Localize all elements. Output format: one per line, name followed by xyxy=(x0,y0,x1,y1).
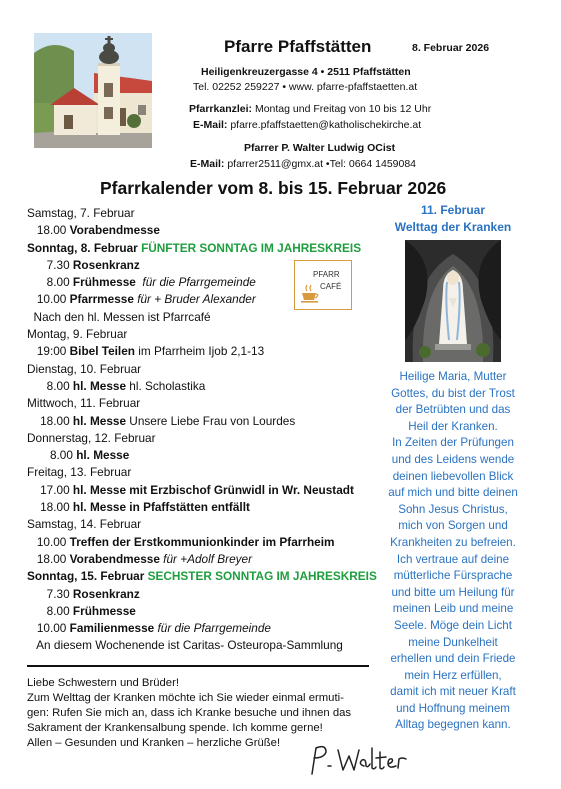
prayer-line: Heilige Maria, Mutter xyxy=(399,370,507,383)
cafe-logo-line1: PFARR xyxy=(313,270,340,279)
office-hours: Montag und Freitag von 10 bis 12 Uhr xyxy=(252,103,432,115)
prayer-line: der Betrübten und das xyxy=(395,403,511,417)
coffee-cup-icon xyxy=(299,283,321,305)
prayer-text xyxy=(378,369,528,734)
calendar-entry: 7.30 Rosenkranz xyxy=(27,257,140,272)
lourdes-madonna-image xyxy=(405,240,501,362)
calendar-day: Sonntag, 15. Februar SECHSTER SONNTAG IM JAHRESKREIS xyxy=(27,569,377,584)
sidebar-date: 11. Februar xyxy=(420,203,486,217)
calendar-entry: 8.00 hl. Messe xyxy=(27,448,130,463)
liturgical-day: SECHSTER SONNTAG IM JAHRESKREIS xyxy=(147,569,377,584)
prayer-line: auf mich und bitte deinen xyxy=(388,486,518,500)
calendar-entry: 19:00 Bibel Teilen im Pfarrheim Ijob 2,1-13 xyxy=(27,344,265,359)
prayer-line: erhellen und dein Friede xyxy=(390,652,516,666)
section-divider xyxy=(27,665,369,667)
church-illustration xyxy=(34,33,152,148)
calendar-day: Mittwoch, 11. Februar xyxy=(27,396,141,411)
calendar-day: Dienstag, 10. Februar xyxy=(27,361,142,376)
parish-contact: Tel. 02252 259227 • www. pfarre-pfaffstaetten.at xyxy=(193,81,418,93)
prayer-line: mütterliche Fürsprache xyxy=(393,569,513,583)
calendar-entry: 18.00 Vorabendmesse xyxy=(27,223,160,238)
calendar-entry: 8.00 hl. Messe hl. Scholastika xyxy=(27,378,206,393)
letter-greeting: Liebe Schwestern und Brüder! xyxy=(27,677,179,689)
calendar-entry: 10.00 Treffen der Erstkommunionkinder im Pfarrheim xyxy=(27,534,335,549)
calendar-entry: 18.00 hl. Messe Unsere Liebe Frau von Lourdes xyxy=(27,413,296,428)
church-photo xyxy=(34,33,152,148)
sidebar-title: Welttag der Kranken xyxy=(394,220,512,234)
prayer-line: damit ich mit neuer Kraft xyxy=(390,685,516,699)
calendar-entry: 18.00 Vorabendmesse für +Adolf Breyer xyxy=(27,551,253,566)
parish-title: Pfarre Pfaffstätten xyxy=(224,37,372,56)
priest-email-label: E-Mail: xyxy=(190,158,225,170)
liturgical-day: FÜNFTER SONNTAG IM JAHRESKREIS xyxy=(141,240,362,255)
handwritten-signature xyxy=(306,742,416,778)
madonna-statue-illustration xyxy=(405,240,501,362)
priest-contact-line xyxy=(190,158,416,170)
prayer-line: Gottes, du bist der Trost xyxy=(391,386,515,400)
calendar-title: Pfarrkalender vom 8. bis 15. Februar 2026 xyxy=(100,178,447,198)
priest-name: Pfarrer P. Walter Ludwig OCist xyxy=(244,142,396,154)
calendar-entry: 10.00 Familienmesse für die Pfarrgemeinde xyxy=(27,621,271,636)
calendar-day: Montag, 9. Februar xyxy=(27,327,128,342)
prayer-line: Krankheiten zu befreien. xyxy=(390,535,516,549)
calendar-day: Samstag, 14. Februar xyxy=(27,517,142,532)
sidebar-heading xyxy=(378,202,528,236)
parish-address: Heiligenkreuzergasse 4 • 2511 Pfaffstätten xyxy=(201,66,411,78)
issue-date: 8. Februar 2026 xyxy=(412,42,490,54)
letter-line: Zum Welttag der Kranken möchte ich Sie wieder einmal ermuti- xyxy=(27,692,344,704)
prayer-line: mich von Sorgen und xyxy=(398,519,508,533)
letter-line: gen: Rufen Sie mich an, dass ich Kranke besuche und ihnen das xyxy=(27,707,352,719)
cafe-logo-line2: CAFÉ xyxy=(320,282,342,291)
prayer-line: und des Leidens wende xyxy=(391,452,515,466)
letter-line: Sakrament der Krankensalbung spende. Ich komme gerne! xyxy=(27,722,323,734)
calendar-entry: 10.00 Pfarrmesse für + Bruder Alexander xyxy=(27,292,256,307)
calendar-entry: 8.00 Frühmesse xyxy=(27,603,136,618)
parish-email[interactable]: pfarre.pfaffstaetten@katholischekirche.at xyxy=(227,119,422,131)
calendar-day: Samstag, 7. Februar xyxy=(27,206,135,220)
calendar-entry: 18.00 hl. Messe in Pfaffstätten entfällt xyxy=(27,500,250,515)
calendar-day: Freitag, 13. Februar xyxy=(27,465,132,480)
prayer-line: meine Dunkelheit xyxy=(408,635,498,649)
calendar-day: Sonntag, 8. Februar FÜNFTER SONNTAG IM JAHRESKREIS xyxy=(27,240,362,255)
prayer-line: meinen Leib und meine xyxy=(392,602,514,616)
parish-email-line xyxy=(193,119,421,131)
prayer-line: Ich vertraue auf deine xyxy=(396,552,510,566)
prayer-line: und Hoffnung meinem xyxy=(396,701,510,715)
prayer-line: In Zeiten der Prüfungen xyxy=(392,436,514,450)
letter-closing: Allen – Gesunden und Kranken – herzliche Grüße! xyxy=(27,737,281,749)
calendar-note: Nach den hl. Messen ist Pfarrcafé xyxy=(27,309,211,324)
calendar-entry: 7.30 Rosenkranz xyxy=(27,586,140,601)
office-hours-line xyxy=(189,103,431,115)
office-label: Pfarrkanzlei: xyxy=(189,103,253,115)
prayer-line: Alltag begegnen kann. xyxy=(395,718,511,732)
priest-contact[interactable]: pfarrer2511@gmx.at •Tel: 0664 1459084 xyxy=(224,158,417,170)
pfarrcafe-logo xyxy=(294,260,352,310)
calendar-note: An diesem Wochenende ist Caritas- Osteuropa-Sammlung xyxy=(27,638,343,653)
email-label: E-Mail: xyxy=(193,119,228,131)
calendar-day: Donnerstag, 12. Februar xyxy=(27,430,156,445)
prayer-line: mein Herz erfüllen, xyxy=(404,668,502,682)
calendar-entry: 17.00 hl. Messe mit Erzbischof Grünwidl in Wr. Neustadt xyxy=(27,482,354,497)
pastor-letter xyxy=(27,676,377,751)
prayer-line: Seele. Möge dein Licht xyxy=(394,618,512,632)
prayer-line: Sohn Jesus Christus, xyxy=(398,502,508,516)
prayer-line: deinen liebevollen Blick xyxy=(392,469,514,483)
calendar-entry: 8.00 Frühmesse für die Pfarrgemeinde xyxy=(27,275,256,290)
prayer-line: Heil der Kranken. xyxy=(408,419,498,433)
prayer-line: und bitte um Heilung für xyxy=(391,585,515,599)
